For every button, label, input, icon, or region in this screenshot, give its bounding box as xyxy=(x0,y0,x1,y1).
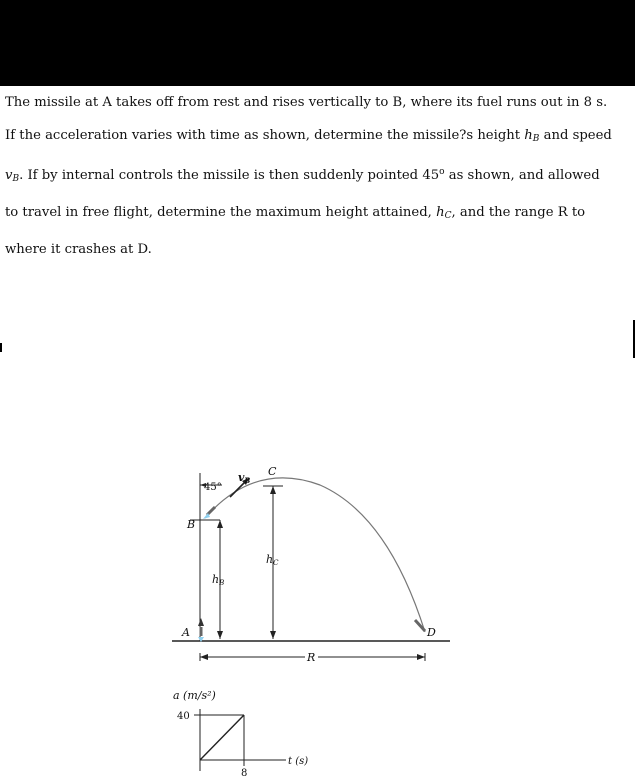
range-arrow-right xyxy=(417,654,425,660)
point-d-label: D xyxy=(427,626,436,639)
text-line-3: $v_B$. If by internal controls the missile is then suddenly pointed 45$^o$ as shown, and allowed xyxy=(5,167,600,184)
hc-arrow-top xyxy=(270,486,276,494)
hb-arrow-bottom xyxy=(217,631,223,639)
range-label: R xyxy=(307,651,316,664)
hc-arrow-bottom xyxy=(270,631,276,639)
text-line-2: If the acceleration varies with time as shown, determine the missile?s height $h_B$ and speed xyxy=(5,128,612,144)
missile-trajectory-figure xyxy=(160,455,460,778)
text-line-5: where it crashes at D. xyxy=(5,242,152,257)
point-b-label: B xyxy=(187,518,196,531)
hb-label: hB xyxy=(212,573,225,587)
left-edge-mark xyxy=(0,343,2,352)
text-line-1: The missile at A takes off from rest and rises vertically to B, where its fuel runs out in 8 s. xyxy=(5,95,608,110)
trajectory-curve xyxy=(205,478,425,632)
text-line-4: to travel in free flight, determine the maximum height attained, $h_C$, and the range R to xyxy=(5,205,586,221)
graph-x-axis-label: t (s) xyxy=(288,756,309,767)
point-c-label: C xyxy=(268,465,277,478)
point-a-label: A xyxy=(182,626,190,639)
angle-label: 45° xyxy=(204,482,222,493)
hc-label: hC xyxy=(266,553,279,567)
graph-y-tick: 40 xyxy=(177,711,190,722)
hb-arrow-top xyxy=(217,520,223,528)
vb-label: vB xyxy=(238,471,251,485)
graph-y-axis-label: a (m/s²) xyxy=(173,689,216,702)
range-arrow-left xyxy=(200,654,208,660)
top-black-band xyxy=(0,0,635,86)
problem-statement xyxy=(5,86,631,266)
graph-x-tick: 8 xyxy=(241,768,248,778)
missile-nose-a xyxy=(198,618,204,626)
acceleration-line xyxy=(200,715,244,760)
